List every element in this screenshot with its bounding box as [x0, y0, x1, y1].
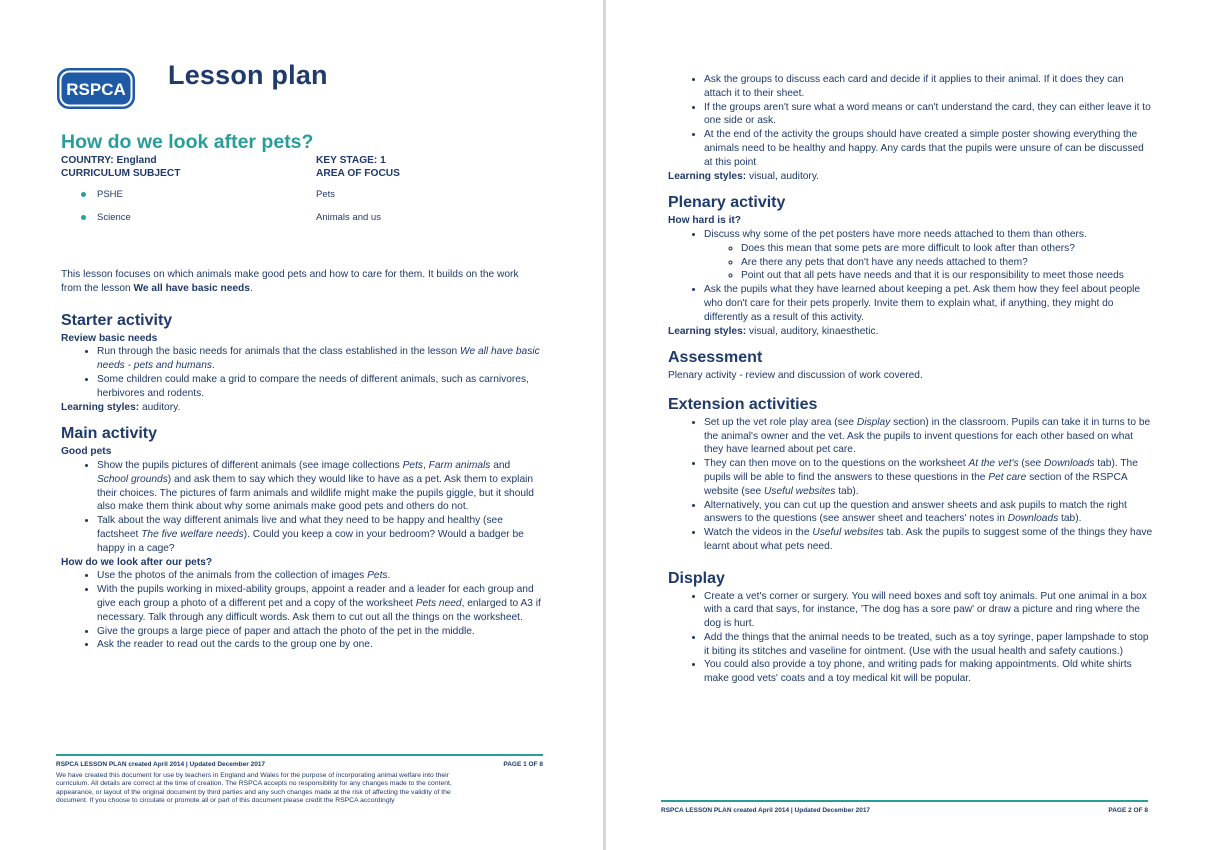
list-item: • Alternatively, you can cut up the question and answer sheets and ask pupils to match the right answers to the questions (see answer sheet and teachers' notes in Downloads tab).	[704, 499, 1154, 527]
plenary-learning-styles: Learning styles: visual, auditory, kinaesthetic.	[668, 325, 879, 337]
footer-line	[661, 807, 1148, 816]
intro-paragraph	[61, 268, 536, 296]
page-1	[0, 0, 603, 850]
list-item: • At the end of the activity the groups should have created a simple poster showing everything the animals need to be healthy and happy. Any cards that the pupils were unsure of can be discussed at this point	[704, 128, 1154, 169]
display-heading: Display	[668, 569, 725, 587]
list-item: • With the pupils working in mixed-ability groups, appoint a reader and a leader for each group and give each group a photo of a different pet and a copy of the worksheet Pets need, enlarged to A3 if necessary. Talk through any difficult words. Ask them to cut out all the things on the worksheet.	[97, 583, 543, 624]
list-item: • They can then move on to the questions on the worksheet At the vet's (see Downloads tab). The pupils will be able to find the answers to these questions in the Pet care section of the RSPCA website (see Useful websites tab).	[704, 457, 1154, 498]
plenary-section	[668, 196, 1154, 338]
display-section	[668, 569, 1154, 686]
area-of-focus-label: AREA OF FOCUS	[316, 167, 400, 179]
country: COUNTRY: England	[61, 154, 157, 166]
plenary-subheading: How hard is it?	[668, 215, 742, 227]
main-subheading-look-after: How do we look after our pets?	[61, 556, 213, 568]
intro-bold: We all have basic needs	[133, 282, 250, 294]
extension-list	[668, 416, 1154, 554]
footer-rule	[661, 800, 1148, 802]
plenary-heading: Plenary activity	[668, 194, 786, 212]
list-item: • Give the groups a large piece of paper and attach the photo of the pet in the middle.	[97, 625, 543, 639]
intro-end: .	[249, 282, 253, 294]
subject-item: Science	[97, 211, 131, 223]
assessment-text: Plenary activity - review and discussion of work covered.	[668, 370, 923, 382]
starter-list	[61, 345, 543, 400]
plenary-list	[668, 228, 1154, 325]
display-list	[668, 590, 1154, 687]
footer-disclaimer: We have created this document for use by teachers in England and Wales for the purpose of incorporating animal welfare into their curriculum. All details are correct at the time of creation. The RSPCA accepts no responsibility for any changes made to the content, appearance, or layout of the original document by third parties and any such changes made at the risk of affecting the validity of the document. If you choose to circulate or promote all or part of this document please credit the RSPCA accordingly	[56, 771, 452, 805]
starter-learning-styles: Learning styles: auditory.	[61, 401, 181, 413]
plenary-sub-list	[704, 242, 1154, 283]
page-1-footer	[56, 754, 543, 806]
logo-text: RSPCA	[66, 80, 126, 99]
lesson-meta	[61, 154, 543, 314]
rspca-logo	[56, 67, 136, 110]
main-learning-styles: Learning styles: visual, auditory.	[668, 170, 819, 182]
page-number: PAGE 1 OF 8	[503, 761, 543, 768]
page-2-content	[668, 73, 1154, 686]
focus-item: Animals and us	[316, 211, 381, 223]
main-section	[61, 427, 543, 652]
lesson-title: How do we look after pets?	[61, 131, 314, 153]
footer-credit: RSPCA LESSON PLAN created April 2014 | Updated December 2017	[56, 761, 266, 768]
subject-item: PSHE	[97, 188, 123, 200]
list-item: • Talk about the way different animals live and what they need to be happy and healthy (see factsheet The five welfare needs). Could you keep a cow in your bedroom? Would a badger be happy in a cage?	[97, 514, 543, 555]
sub-list-item: ◦ Does this mean that some pets are more difficult to look after than others?	[741, 242, 1154, 256]
page-1-content	[61, 130, 543, 652]
main-subheading-good-pets: Good pets	[61, 446, 112, 458]
focus-item: Pets	[316, 188, 336, 200]
list-item: • Create a vet's corner or surgery. You will need boxes and soft toy animals. Put one animal in a box with a card that says, for instance, 'The dog has a sore paw' or draw a picture and ring where the dog is hurt.	[704, 590, 1154, 631]
key-stage: KEY STAGE: 1	[316, 154, 386, 166]
list-item: • Add the things that the animal needs to be treated, such as a toy syringe, paper lampshade to stop it biting its stitches and vaseline for ointment. (Use with the usual health and safety cautions.)	[704, 631, 1154, 659]
main-continued-list	[668, 73, 1154, 170]
list-item: • Use the photos of the animals from the collection of images Pets.	[97, 569, 543, 583]
assessment-heading: Assessment	[668, 349, 763, 367]
list-item: • Run through the basic needs for animals that the class established in the lesson We all have basic needs - pets and humans.	[97, 345, 543, 373]
extension-section	[668, 395, 1154, 554]
footer-rule	[56, 754, 543, 756]
starter-subheading: Review basic needs	[61, 332, 158, 344]
page-2	[606, 0, 1210, 850]
good-pets-list	[61, 459, 543, 556]
bullet-icon	[81, 192, 86, 197]
sub-list-item: ◦ Are there any pets that don't have any needs attached to them?	[741, 256, 1154, 270]
extension-heading: Extension activities	[668, 395, 818, 413]
list-item: • You could also provide a toy phone, and writing pads for making appointments. Old white shirts make good vets' coats and a toy medical kit will be popular.	[704, 658, 1154, 686]
curriculum-subject-label: CURRICULUM SUBJECT	[61, 167, 181, 179]
list-item: • If the groups aren't sure what a word means or can't understand the card, they can either leave it to one side or ask.	[704, 101, 1154, 129]
page-title: Lesson plan	[168, 60, 328, 90]
list-item: • Discuss why some of the pet posters have more needs attached to them than others. ◦ Does this mean that some pets are more difficult to look after than others? ◦ Are there any pets that don't have any needs attached to them? ◦ Point out that all pets have needs and that it is our responsibility to meet those needs	[704, 228, 1154, 283]
list-item: • Ask the groups to discuss each card and decide if it applies to their animal. If it does they can attach it to their sheet.	[704, 73, 1154, 101]
list-item: • Show the pupils pictures of different animals (see image collections Pets, Farm animals and School grounds) and ask them to say which they would like to have as a pet. Ask them to explain their choices. The pictures of farm animals and wildlife might make the pupils giggle, but it should also make them think about why some animals make good pets and others do not.	[97, 459, 543, 514]
look-after-list	[61, 569, 543, 652]
list-item: • Some children could make a grid to compare the needs of different animals, such as carnivores, herbivores and rodents.	[97, 373, 543, 401]
main-heading: Main activity	[61, 425, 158, 443]
list-item: • Ask the pupils what they have learned about keeping a pet. Ask them how they feel about people who don't care for their pets properly. Invite them to explain what, if anything, they might do differently as a result of this activity.	[704, 283, 1154, 324]
list-item: • Watch the videos in the Useful websites tab. Ask the pupils to suggest some of the things they have learnt about what pets need.	[704, 526, 1154, 554]
list-item: • Set up the vet role play area (see Display section) in the classroom. Pupils can take it in turns to be the animal's owner and the vet. Ask the pupils to invent questions for each other based on what they have learned about pet care.	[704, 416, 1154, 457]
intro-text: This lesson focuses on which animals make good pets and how to care for them. It builds on the work from the lesson	[61, 268, 519, 294]
page-2-footer	[661, 800, 1148, 816]
footer-credit: RSPCA LESSON PLAN created April 2014 | Updated December 2017	[661, 807, 871, 814]
sub-list-item: ◦ Point out that all pets have needs and that it is our responsibility to meet those needs	[741, 269, 1154, 283]
starter-section	[61, 311, 543, 415]
footer-line	[56, 761, 543, 770]
page-number: PAGE 2 OF 8	[1108, 807, 1148, 814]
bullet-icon	[81, 215, 86, 220]
list-item: • Ask the reader to read out the cards to the group one by one.	[97, 638, 543, 652]
starter-heading: Starter activity	[61, 311, 173, 329]
assessment-section	[668, 351, 1154, 383]
